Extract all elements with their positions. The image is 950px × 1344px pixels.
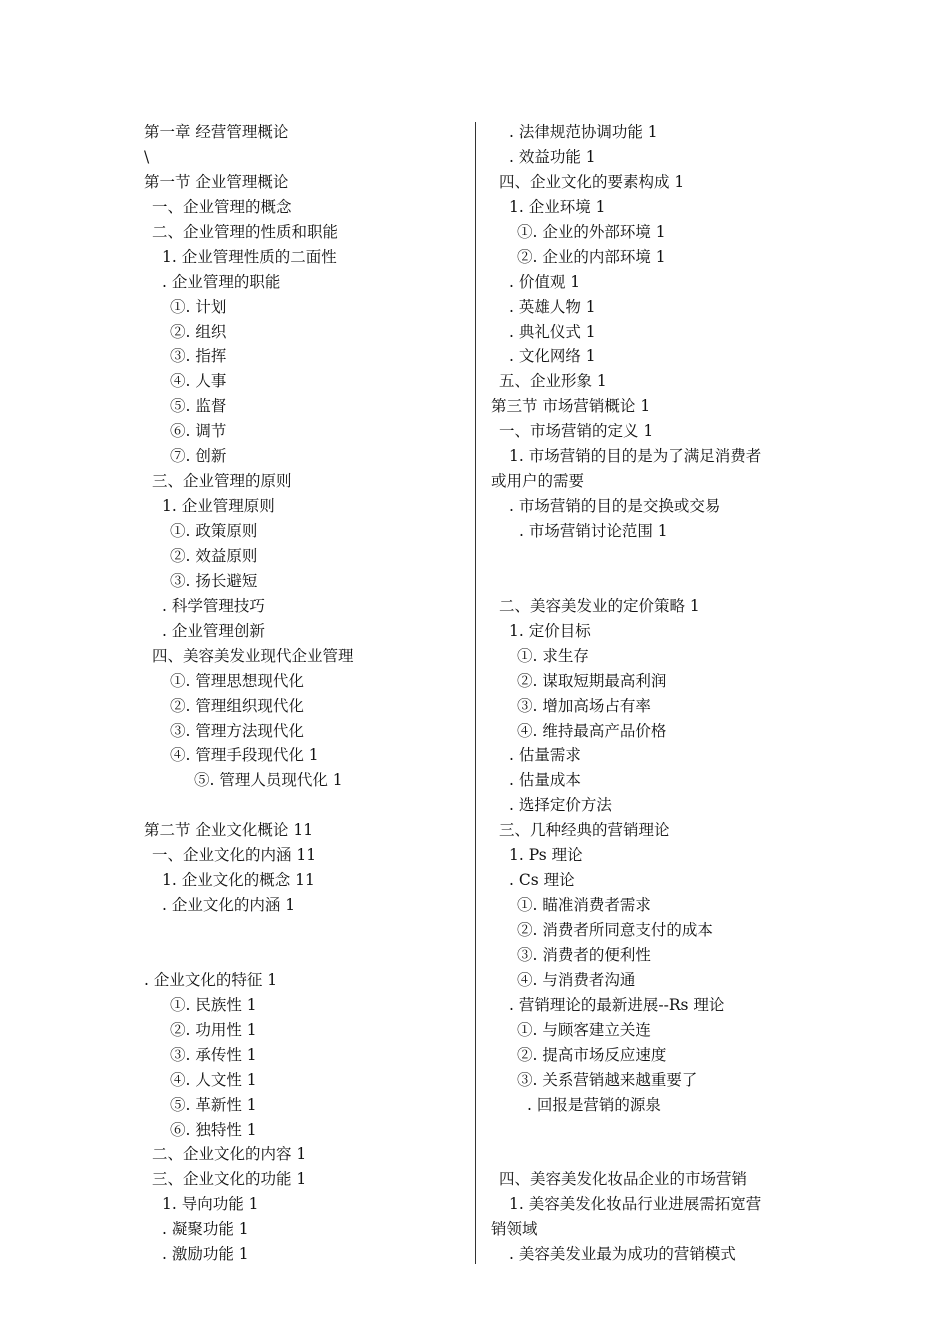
outline-line: ①. 民族性 1 [170, 995, 257, 1014]
outline-line: ①. 瞄准消费者需求 [517, 896, 651, 915]
outline-line: ③. 增加高场占有率 [517, 696, 651, 715]
outline-line: 1. 美容美发化妆品行业进展需拓宽营 [509, 1195, 762, 1214]
outline-line: 四、企业文化的要素构成 1 [499, 172, 685, 191]
outline-line: ②. 提高市场反应速度 [517, 1045, 667, 1064]
outline-line: \ [144, 147, 150, 166]
outline-line: 1. 企业文化的概念 11 [162, 871, 315, 890]
outline-line: . 美容美发业最为成功的营销模式 [509, 1245, 736, 1264]
outline-line: 1. 定价目标 [509, 621, 591, 640]
outline-line: . 回报是营销的源泉 [527, 1095, 661, 1114]
column-divider [475, 122, 476, 1264]
outline-line: ④. 管理手段现代化 1 [170, 746, 319, 765]
blank-line [491, 569, 811, 594]
outline-line: . 价值观 1 [509, 272, 581, 291]
outline-line: . 英雄人物 1 [509, 297, 596, 316]
blank-line [144, 918, 464, 943]
outline-line: 1. 导向功能 1 [162, 1195, 259, 1214]
outline-line: 第一章 经营管理概论 [144, 123, 289, 141]
outline-line: 第一节 企业管理概论 [144, 172, 289, 191]
outline-line: 一、企业文化的内涵 11 [152, 846, 317, 865]
outline-line: . 企业文化的内涵 1 [162, 896, 296, 915]
outline-line: ④. 人文性 1 [170, 1070, 257, 1089]
outline-line: ①. 与顾客建立关连 [517, 1020, 651, 1039]
outline-line: ②. 组织 [170, 322, 227, 341]
outline-line: ⑤. 革新性 1 [170, 1095, 257, 1114]
outline-line: ③. 关系营销越来越重要了 [517, 1070, 698, 1089]
blank-line [491, 544, 811, 569]
outline-line: ⑦. 创新 [170, 447, 227, 466]
outline-line: 1. 市场营销的目的是为了满足消费者 [509, 447, 762, 466]
outline-line: ①. 管理思想现代化 [170, 671, 304, 690]
outline-line: 1. Ps 理论 [509, 846, 583, 865]
outline-line: ④. 人事 [170, 372, 227, 391]
outline-line: 第二节 企业文化概论 11 [144, 821, 314, 840]
outline-line: 销领域 [491, 1220, 538, 1239]
outline-line: . 激励功能 1 [162, 1245, 249, 1264]
outline-line: ③. 消费者的便利性 [517, 945, 651, 964]
blank-line [144, 943, 464, 968]
outline-line: 1. 企业管理性质的二面性 [162, 247, 337, 266]
outline-line: . 市场营销的目的是交换或交易 [509, 497, 721, 516]
outline-line: 或用户的需要 [491, 472, 585, 491]
outline-line: ⑥. 调节 [170, 422, 227, 441]
outline-line: ⑥. 独特性 1 [170, 1120, 257, 1139]
outline-line: ④. 维持最高产品价格 [517, 721, 667, 740]
outline-line: ①. 政策原则 [170, 522, 258, 540]
outline-line: . 文化网络 1 [509, 347, 596, 366]
outline-line: 1. 企业环境 1 [509, 197, 606, 216]
outline-left-column [144, 120, 464, 1267]
outline-line: ②. 功用性 1 [170, 1020, 257, 1039]
outline-right-column [491, 120, 811, 1267]
outline-line: ③. 承传性 1 [170, 1045, 257, 1064]
outline-line: . 法律规范协调功能 1 [509, 123, 658, 141]
outline-line: ①. 求生存 [517, 646, 589, 665]
outline-line: ③. 指挥 [170, 347, 227, 366]
outline-line: . 典礼仪式 1 [509, 322, 596, 341]
outline-line: . 企业文化的特征 1 [144, 970, 278, 989]
outline-line: ⑤. 管理人员现代化 1 [194, 771, 343, 790]
outline-line: . 凝聚功能 1 [162, 1220, 249, 1239]
outline-line: ②. 企业的内部环境 1 [517, 247, 666, 266]
outline-line: 二、企业文化的内容 1 [152, 1145, 307, 1164]
outline-line: . Cs 理论 [509, 871, 575, 890]
outline-line: 四、美容美发业现代企业管理 [152, 646, 354, 665]
outline-line: 一、企业管理的概念 [152, 197, 292, 216]
outline-line: ④. 与消费者沟通 [517, 970, 636, 989]
blank-line [491, 1118, 811, 1143]
outline-line: 第三节 市场营销概论 1 [491, 397, 651, 416]
outline-line: 三、几种经典的营销理论 [499, 821, 670, 840]
outline-line: . 企业管理创新 [162, 621, 265, 640]
outline-line: ③. 管理方法现代化 [170, 721, 304, 740]
outline-line: . 估量成本 [509, 771, 581, 790]
outline-line: ②. 管理组织现代化 [170, 696, 304, 715]
outline-line: ③. 扬长避短 [170, 571, 258, 590]
outline-line: ②. 效益原则 [170, 546, 258, 565]
blank-line [144, 793, 464, 818]
outline-line: ①. 企业的外部环境 1 [517, 222, 666, 241]
outline-line: 二、美容美发业的定价策略 1 [499, 596, 700, 615]
outline-line: . 科学管理技巧 [162, 596, 265, 615]
outline-line: . 营销理论的最新进展--Rs 理论 [509, 995, 725, 1014]
outline-line: 三、企业管理的原则 [152, 472, 292, 491]
outline-line: ②. 谋取短期最高利润 [517, 671, 667, 690]
outline-line: . 选择定价方法 [509, 796, 612, 815]
outline-line: 二、企业管理的性质和职能 [152, 222, 339, 241]
outline-line: . 企业管理的职能 [162, 272, 281, 291]
outline-line: . 市场营销讨论范围 1 [519, 522, 668, 540]
outline-line: 1. 企业管理原则 [162, 497, 275, 516]
outline-line: 一、市场营销的定义 1 [499, 422, 654, 441]
outline-line: 四、美容美发化妆品企业的市场营销 [499, 1170, 748, 1189]
outline-line: . 估量需求 [509, 746, 581, 765]
outline-line: . 效益功能 1 [509, 147, 596, 166]
blank-line [491, 1142, 811, 1167]
outline-line: 五、企业形象 1 [499, 372, 607, 391]
outline-line: ①. 计划 [170, 297, 227, 316]
outline-line: ⑤. 监督 [170, 397, 227, 416]
outline-line: ②. 消费者所同意支付的成本 [517, 921, 713, 939]
outline-line: 三、企业文化的功能 1 [152, 1170, 307, 1189]
